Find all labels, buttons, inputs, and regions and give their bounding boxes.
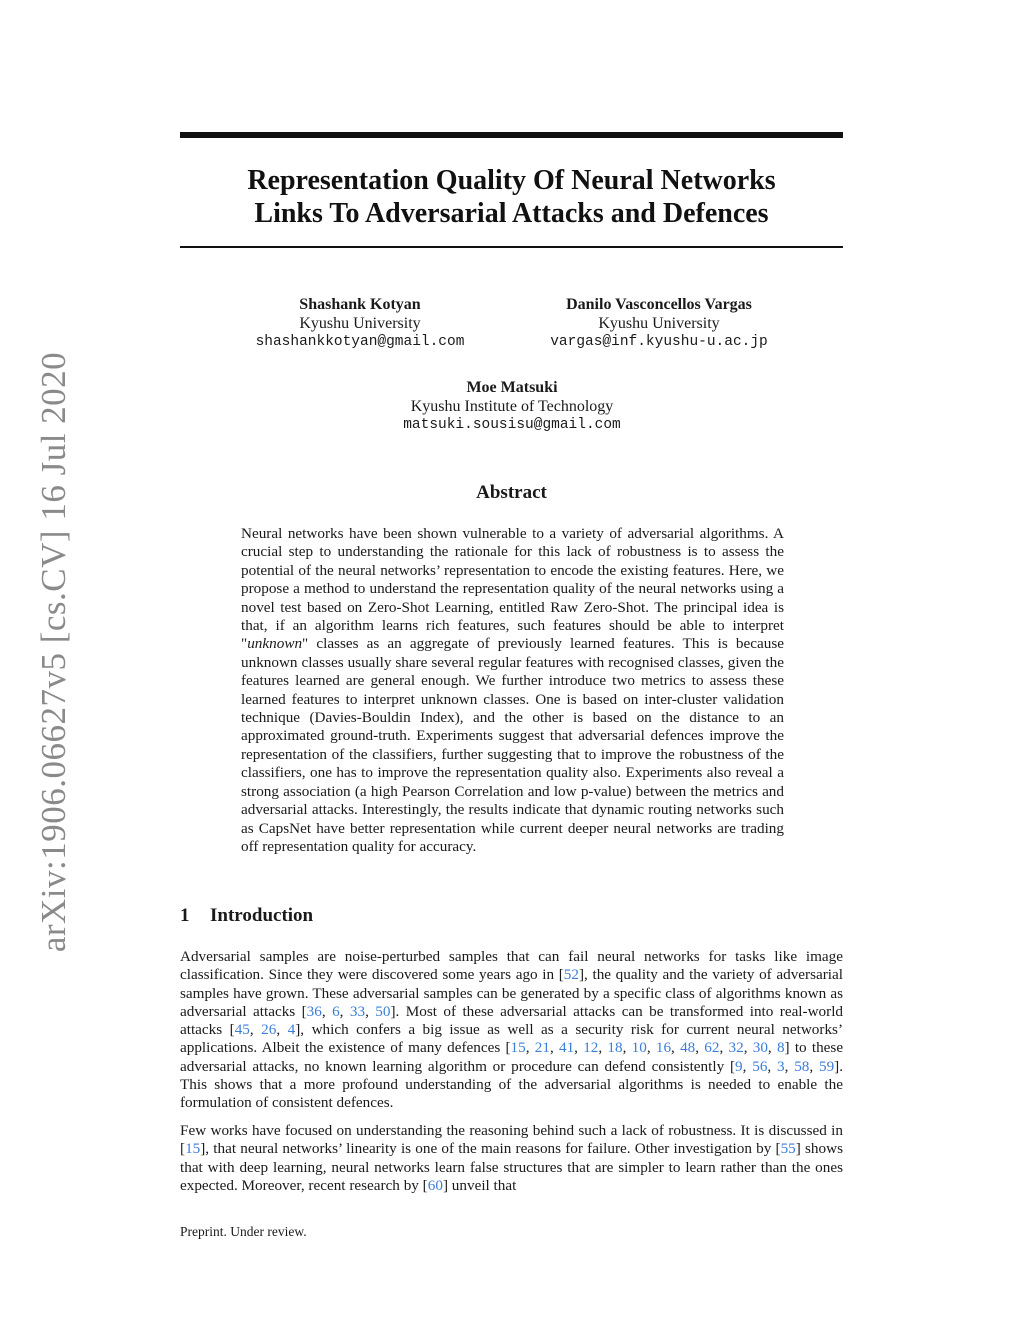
title-line-1: Representation Quality Of Neural Networks [247, 165, 776, 196]
author-name: Moe Matsuki [466, 379, 558, 396]
citation-link[interactable]: 6 [332, 1002, 340, 1020]
citation-link[interactable]: 36 [306, 1002, 322, 1020]
abstract-text-part-1: Neural networks have been shown vulnerable to a variety of adversarial algorithms. A crucial step to understanding the rationale for this lack of robustness is to assess the potential of the neural networks’ representation to encode the existing features. Here, we propose a method to understand the representation quality of the neural networks using a novel test based on Zero-Shot Learning, entitled Raw Zero-Shot. The principal idea is that, if an algorithm learns rich features, such features should be able to interpret " [241, 525, 784, 653]
citation-link[interactable]: 41 [558, 1039, 575, 1057]
citation-link[interactable]: 15 [185, 1140, 201, 1158]
paragraph-text: , [646, 1039, 656, 1057]
paragraph-text: Few works have focused on understanding the reasoning behind such a lack of robustness. It is discussed in [ [180, 1122, 843, 1158]
title-top-rule [180, 132, 843, 138]
paragraph-text: ] unveil that [442, 1176, 517, 1194]
author-block-1 [200, 296, 520, 352]
citation-link[interactable]: 55 [780, 1140, 796, 1158]
author-email: vargas@inf.kyushu-u.ac.jp [550, 334, 768, 350]
paragraph-text: , [525, 1039, 535, 1057]
paragraph-text: , [622, 1039, 632, 1057]
paragraph-text: ], which confers a big issue as well as a security risk for current neural networks’ applications. Albeit the existence of many defences [ [180, 1021, 844, 1057]
paragraph-text: ], the quality and the variety of adversarial samples have grown. These adversarial samples can be generated by a specific class of algorithms known as adversarial attacks [ [180, 966, 843, 1020]
citation-link[interactable]: 33 [349, 1002, 366, 1020]
paragraph-text: , [671, 1039, 681, 1057]
paper-title [180, 164, 843, 230]
section-heading-introduction [180, 905, 313, 927]
paragraph-text: , [365, 1002, 376, 1020]
citation-link[interactable]: 16 [655, 1039, 672, 1057]
paragraph-text: ]. This shows that a more profound understanding of the adversarial algorithms is needed to enable the formulation of consistent defences. [180, 1057, 844, 1112]
citation-link[interactable]: 18 [607, 1039, 623, 1057]
paragraph-text: , [574, 1039, 584, 1057]
author-affiliation: Kyushu Institute of Technology [410, 397, 614, 415]
citation-link[interactable]: 58 [794, 1057, 810, 1075]
paragraph-text: , [598, 1039, 608, 1057]
paragraph-text: , [767, 1039, 777, 1057]
paragraph-text: , [767, 1057, 777, 1075]
citation-link[interactable]: 12 [583, 1039, 599, 1057]
intro-paragraph-2 [180, 1122, 843, 1195]
section-number: 1 [180, 905, 190, 926]
title-line-2: Links To Adversarial Attacks and Defences [254, 198, 769, 229]
paragraph-text: , [809, 1057, 819, 1075]
paragraph-text: ], that neural networks’ linearity is one of the main reasons for failure. Other investigation by [ [200, 1140, 781, 1158]
citation-link[interactable]: 52 [563, 966, 579, 984]
author-email: shashankkotyan@gmail.com [255, 334, 465, 350]
paragraph-text: ] shows that with deep learning, neural networks learn false structures that are simpler to learn rather than the ones expected. Moreover, recent research by [ [180, 1140, 843, 1194]
section-title: Introduction [210, 905, 314, 926]
intro-paragraph-1 [180, 948, 843, 1113]
paragraph-text: ]. Most of these adversarial attacks can be transformed into real-world attacks [ [180, 1002, 844, 1039]
footer-note: Preprint. Under review. [180, 1224, 307, 1239]
citation-link[interactable]: 8 [776, 1039, 785, 1057]
author-block-3 [352, 379, 672, 435]
author-affiliation: Kyushu University [598, 314, 720, 332]
paragraph-text: , [276, 1021, 288, 1039]
citation-link[interactable]: 15 [510, 1039, 526, 1057]
citation-link[interactable]: 62 [704, 1039, 720, 1057]
citation-link[interactable]: 48 [680, 1039, 696, 1057]
author-name: Shashank Kotyan [299, 296, 421, 313]
citation-link[interactable]: 50 [375, 1002, 391, 1020]
citation-link[interactable]: 9 [735, 1057, 743, 1075]
citation-link[interactable]: 45 [234, 1021, 250, 1039]
author-name: Danilo Vasconcellos Vargas [566, 296, 752, 313]
author-affiliation: Kyushu University [299, 314, 421, 332]
abstract-italic-unknown: unknown [247, 635, 303, 653]
abstract-text-part-2: " classes as an aggregate of previously learned features. This is because unknown classes usually share several regular features with recognised classes, given the features learned are general enough. We further introduce two metrics to assess these learned features to interpret unknown classes. One is based on inter-cluster validation technique (Davies-Bouldin Index), and the other is based on the distance to an approximated ground-truth. Experiments suggest that adversarial defences improve the representation of the classifiers, further suggesting that to improve the robustness of the classifiers, one has to improve the representation quality also. Experiments also reveal a strong association (a high Pearson Correlation and low p-value) between the metrics and adversarial attacks. Interestingly, the results indicate that dynamic routing networks such as CapsNet have better representation while current deeper neural networks are trading off representation quality for accuracy. [241, 635, 784, 855]
citation-link[interactable]: 26 [261, 1021, 277, 1039]
author-block-2 [499, 296, 819, 352]
paragraph-text: , [339, 1002, 350, 1020]
paragraph-text: , [784, 1057, 795, 1075]
citation-link[interactable]: 59 [818, 1057, 835, 1075]
abstract-heading: Abstract [476, 482, 547, 503]
citation-link[interactable]: 60 [427, 1176, 443, 1194]
citation-link[interactable]: 10 [631, 1039, 647, 1057]
paragraph-text: , [249, 1021, 262, 1039]
citation-link[interactable]: 3 [777, 1057, 785, 1075]
title-bottom-rule [180, 246, 843, 248]
paragraph-text: ] to these adversarial attacks, no known learning algorithm or procedure can defend consistently [ [180, 1039, 844, 1075]
paragraph-text: , [743, 1039, 753, 1057]
paragraph-text: , [719, 1039, 729, 1057]
citation-link[interactable]: 21 [534, 1039, 550, 1057]
citation-link[interactable]: 4 [287, 1021, 296, 1039]
citation-link[interactable]: 56 [752, 1057, 768, 1075]
author-email: matsuki.sousisu@gmail.com [403, 417, 621, 433]
citation-link[interactable]: 30 [752, 1039, 768, 1057]
paragraph-text: Adversarial samples are noise-perturbed samples that can fail neural networks for tasks like image classification. Since they were discovered some years ago in [ [180, 948, 843, 984]
abstract-text [241, 525, 784, 856]
paragraph-text: , [549, 1039, 559, 1057]
paragraph-text: , [742, 1057, 753, 1075]
arxiv-side-label: arXiv:1906.06627v5 [cs.CV] 16 Jul 2020 [34, 351, 73, 953]
paragraph-text: , [695, 1039, 705, 1057]
paragraph-text: , [321, 1002, 333, 1020]
citation-link[interactable]: 32 [728, 1039, 744, 1057]
